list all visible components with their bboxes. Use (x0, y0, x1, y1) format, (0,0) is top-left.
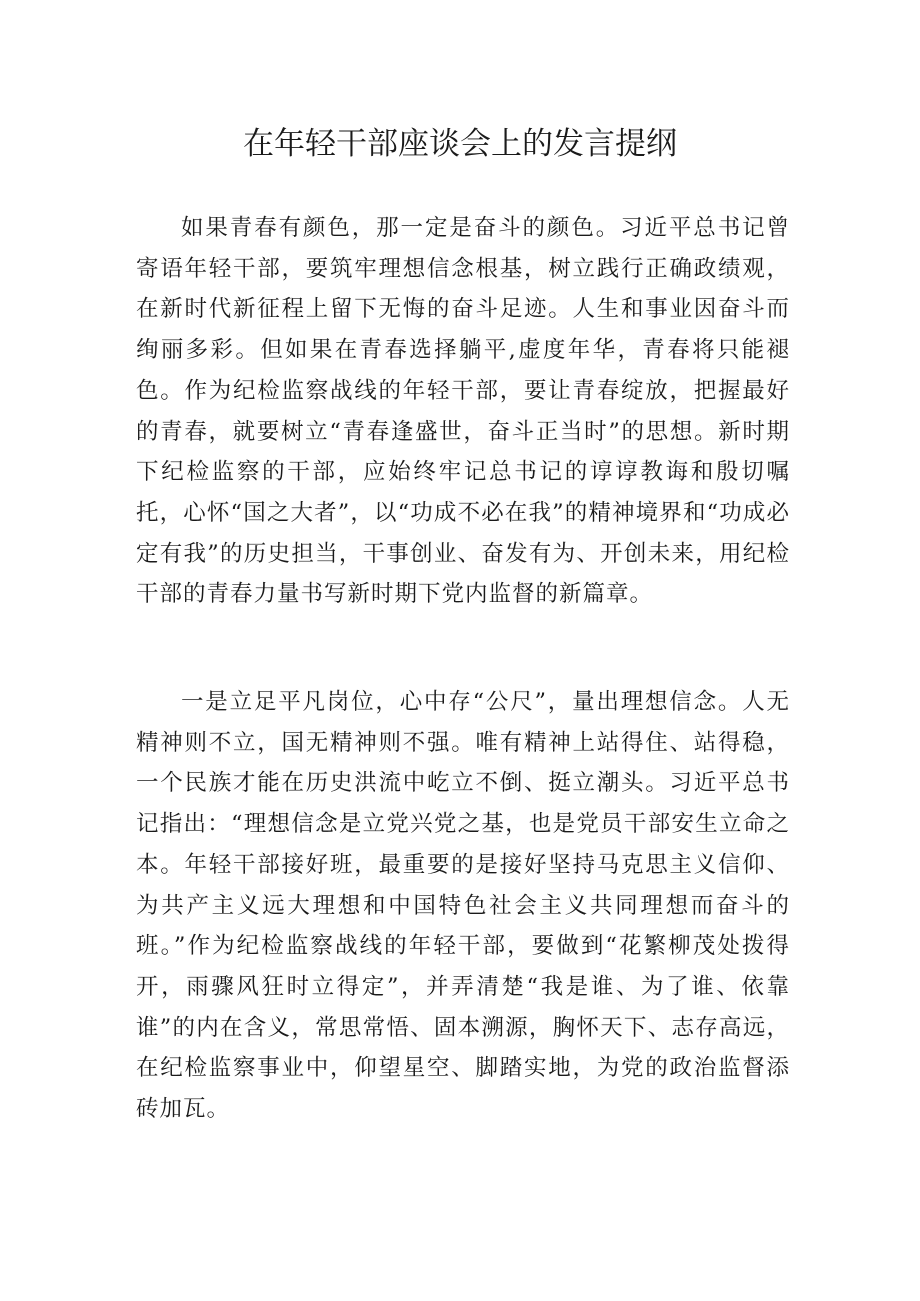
document-title: 在年轻干部座谈会上的发言提纲 (243, 126, 677, 162)
paragraph-intro: 如果青春有颜色，那一定是奋斗的颜色。习近平总书记曾寄语年轻干部，要筑牢理想信念根基，树立践行正确政绩观，在新时代新征程上留下无悔的奋斗足迹。人生和事业因奋斗而绚丽多彩。但如果在青春选择躺平,虚度年华，青春将只能褪色。作为纪检监察战线的年轻干部，要让青春绽放，把握最好的青春，就要树立“青春逢盛世，奋斗正当时”的思想。新时期下纪检监察的干部，应始终牢记总书记的谆谆教诲和殷切嘱托，心怀“国之大者”，以“功成不必在我”的精神境界和“功成必定有我”的历史担当，干事创业、奋发有为、开创未来，用纪检干部的青春力量书写新时期下党内监督的新篇章。 (136, 215, 790, 608)
paragraph-point-one: 一是立足平凡岗位，心中存“公尺”，量出理想信念。人无精神则不立，国无精神则不强。唯有精神上站得住、站得稳，一个民族才能在历史洪流中屹立不倒、挺立潮头。习近平总书记指出：“理想信念是立党兴党之基，也是党员干部安生立命之本。年轻干部接好班，最重要的是接好坚持马克思主义信仰、为共产主义远大理想和中国特色社会主义共同理想而奋斗的班。”作为纪检监察战线的年轻干部，要做到“花繁柳茂处拨得开，雨骤风狂时立得定”，并弄清楚“我是谁、为了谁、依靠谁”的内在含义，常思常悟、固本溯源，胸怀天下、志存高远，在纪检监察事业中，仰望星空、脚踏实地，为党的政治监督添砖加瓦。 (136, 689, 790, 1123)
